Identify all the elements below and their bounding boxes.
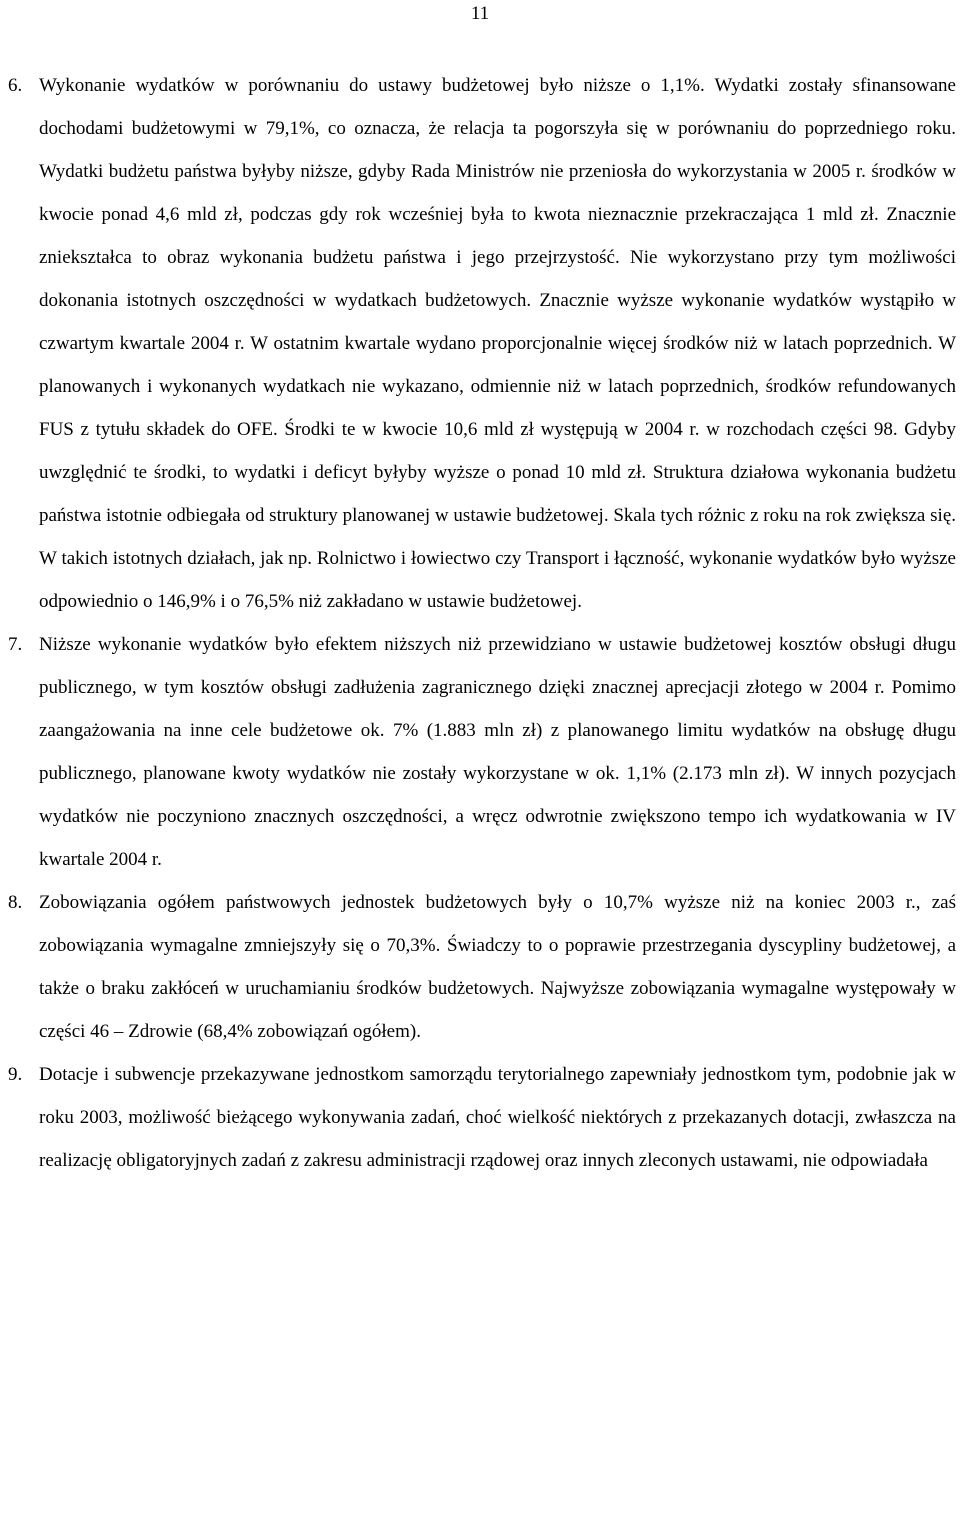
page-number: 11 <box>470 3 490 24</box>
list-item-text: Niższe wykonanie wydatków było efektem niższych niż przewidziano w ustawie budżetowej kosztów obsługi długu publicznego, w tym kosztów obsługi zadłużenia zagranicznego dzięki znacznej aprecjacji złotego w 2004 r. Pomimo zaangażowania na inne cele budżetowe ok. 7% (1.883 mln zł) z planowanego limitu wydatków na obsługę długu publicznego, planowane kwoty wydatków nie zostały wykorzystane w ok. 1,1% (2.173 mln zł). W innych pozycjach wydatków nie poczyniono znacznych oszczędności, a wręcz odwrotnie zwiększono tempo ich wydatkowania w IV kwartale 2004 r. <box>39 634 956 870</box>
document-body <box>8 64 956 1182</box>
list-item-number: 6. <box>8 75 23 96</box>
list-item-number: 7. <box>8 634 23 655</box>
list-item-9 <box>8 1053 956 1182</box>
list-item-text: Zobowiązania ogółem państwowych jednostek budżetowych były o 10,7% wyższe niż na koniec 2003 r., zaś zobowiązania wymagalne zmniejszyły się o 70,3%. Świadczy to o poprawie przestrzegania dyscypliny budżetowej, a także o braku zakłóceń w uruchamianiu środków budżetowych. Najwyższe zobowiązania wymagalne występowały w części 46 – Zdrowie (68,4% zobowiązań ogółem). <box>39 892 956 1042</box>
list-item-number: 8. <box>8 892 23 913</box>
list-item-number: 9. <box>8 1064 23 1085</box>
list-item-text: Dotacje i subwencje przekazywane jednostkom samorządu terytorialnego zapewniały jednostkom tym, podobnie jak w roku 2003, możliwość bieżącego wykonywania zadań, choć wielkość niektórych z przekazanych dotacji, zwłaszcza na realizację obligatoryjnych zadań z zakresu administracji rządowej oraz innych zleconych ustawami, nie odpowiadała <box>39 1064 956 1171</box>
list-item-text: Wykonanie wydatków w porównaniu do ustawy budżetowej było niższe o 1,1%. Wydatki zostały sfinansowane dochodami budżetowymi w 79,1%, co oznacza, że relacja ta pogorszyła się w porównaniu do poprzedniego roku. Wydatki budżetu państwa byłyby niższe, gdyby Rada Ministrów nie przeniosła do wykorzystania w 2005 r. środków w kwocie ponad 4,6 mld zł, podczas gdy rok wcześniej była to kwota nieznacznie przekraczająca 1 mld zł. Znacznie zniekształca to obraz wykonania budżetu państwa i jego przejrzystość. Nie wykorzystano przy tym możliwości dokonania istotnych oszczędności w wydatkach budżetowych. Znacznie wyższe wykonanie wydatków wystąpiło w czwartym kwartale 2004 r. W ostatnim kwartale wydano proporcjonalnie więcej środków niż w latach poprzednich. W planowanych i wykonanych wydatkach nie wykazano, odmiennie niż w latach poprzednich, środków refundowanych FUS z tytułu składek do OFE. Środki te w kwocie 10,6 mld zł występują w 2004 r. w rozchodach części 98. Gdyby uwzględnić te środki, to wydatki i deficyt byłyby wyższe o ponad 10 mld zł. Struktura działowa wykonania budżetu państwa istotnie odbiegała od struktury planowanej w ustawie budżetowej. Skala tych różnic z roku na rok zwiększa się. W takich istotnych działach, jak np. Rolnictwo i łowiectwo czy Transport i łączność, wykonanie wydatków było wyższe odpowiednio o 146,9% i o 76,5% niż zakładano w ustawie budżetowej. <box>39 75 956 612</box>
list-item-8 <box>8 881 956 1053</box>
list-item-6 <box>8 64 956 623</box>
list-item-7 <box>8 623 956 881</box>
